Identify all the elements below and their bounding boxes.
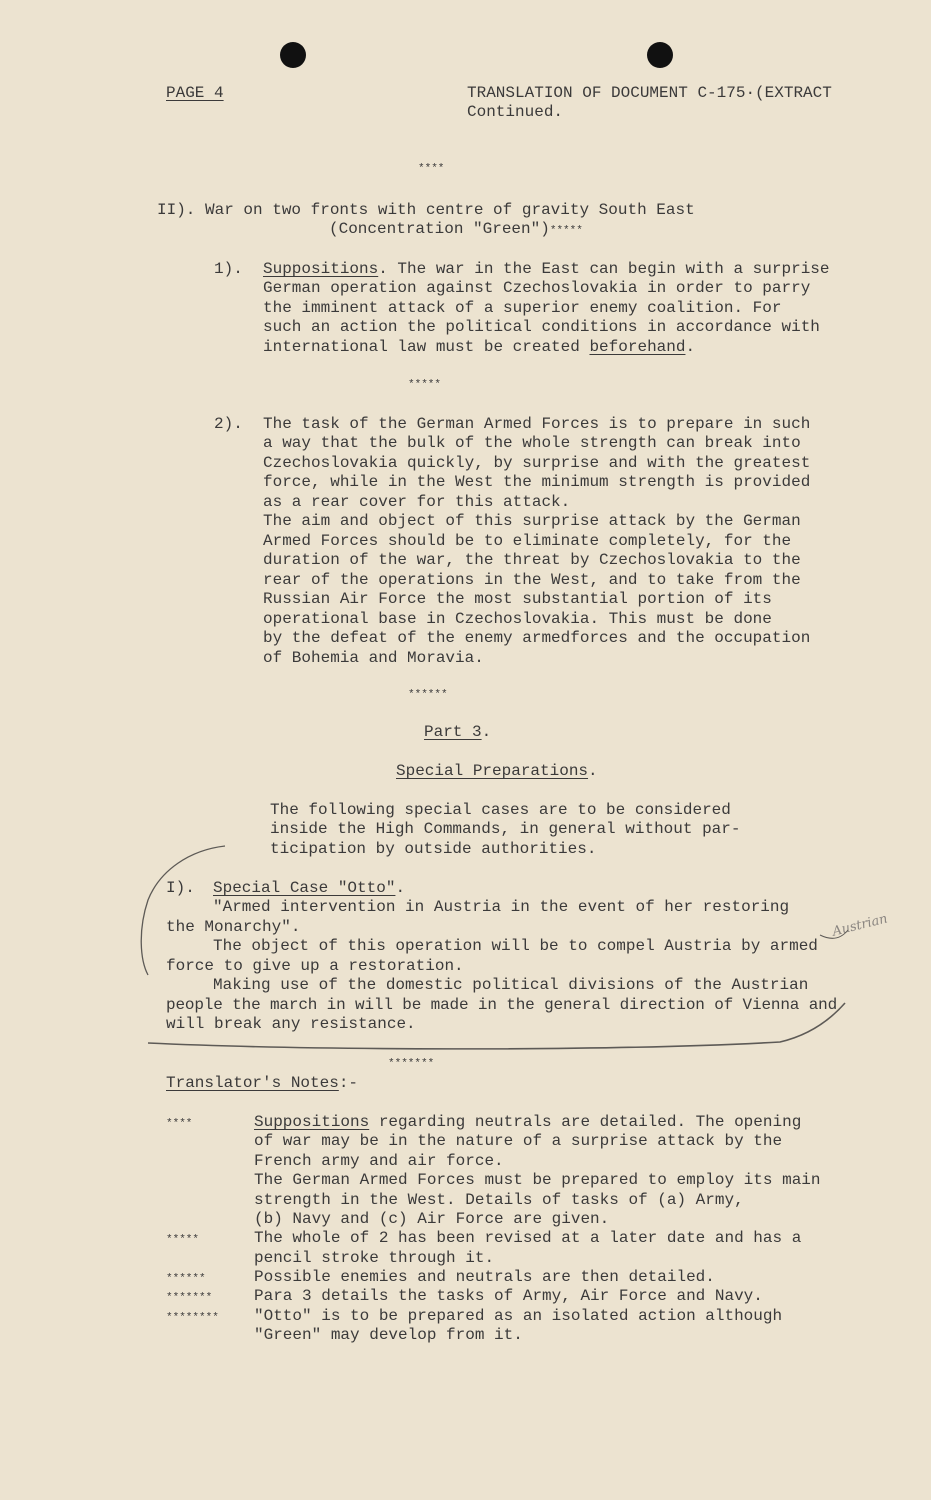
document-title: TRANSLATION OF DOCUMENT C-175·(EXTRACT bbox=[467, 84, 832, 102]
note-3-line-1: Possible enemies and neutrals are then detailed. bbox=[254, 1268, 715, 1286]
note-1-line-1-text: regarding neutrals are detailed. The opening bbox=[369, 1113, 802, 1131]
separator-4: ******* bbox=[388, 1058, 435, 1070]
para2-line-8: duration of the war, the threat by Czechoslovakia to the bbox=[263, 551, 801, 569]
part3-subtitle-text: Special Preparations bbox=[396, 762, 589, 780]
case-otto-line-1: "Armed intervention in Austria in the event of her restoring bbox=[213, 898, 790, 916]
para1-line-5-text: international law must be created bbox=[263, 338, 590, 356]
part3-intro-2: inside the High Commands, in general without par- bbox=[270, 820, 741, 838]
note-5-mark: ******** bbox=[166, 1312, 219, 1324]
part3-intro-3: ticipation by outside authorities. bbox=[270, 840, 597, 858]
note-1-line-6: (b) Navy and (c) Air Force are given. bbox=[254, 1210, 610, 1228]
section-subheading bbox=[329, 220, 583, 242]
para1-label: Suppositions bbox=[263, 260, 379, 278]
case-otto-title bbox=[213, 879, 405, 899]
note-4-mark: ******* bbox=[166, 1292, 213, 1304]
para2-line-2: a way that the bulk of the whole strength can break into bbox=[263, 434, 801, 452]
notes-heading-end: :- bbox=[338, 1074, 359, 1092]
para1-line-1 bbox=[263, 260, 830, 280]
handwritten-margin-note: Austrian bbox=[830, 911, 890, 940]
separator-3: ****** bbox=[408, 689, 448, 701]
separator-2: ***** bbox=[408, 379, 442, 391]
case-otto-line-7: will break any resistance. bbox=[166, 1015, 416, 1033]
para2-line-10: Russian Air Force the most substantial portion of its bbox=[263, 590, 772, 608]
punch-hole-left bbox=[280, 42, 306, 68]
part3-intro-1: The following special cases are to be considered bbox=[270, 801, 731, 819]
para1-line-5 bbox=[263, 338, 695, 358]
notes-heading bbox=[166, 1074, 358, 1094]
para2-line-13: of Bohemia and Moravia. bbox=[263, 649, 484, 667]
note-1-line-3: French army and air force. bbox=[254, 1152, 504, 1170]
para2-line-6: The aim and object of this surprise attack by the German bbox=[263, 512, 801, 530]
para1-emphasis: beforehand bbox=[589, 338, 686, 356]
case-otto-line-4: force to give up a restoration. bbox=[166, 957, 464, 975]
continued-label: Continued. bbox=[467, 103, 564, 121]
note-5-line-2: "Green" may develop from it. bbox=[254, 1326, 523, 1344]
note-1-line-2: of war may be in the nature of a surprise attack by the bbox=[254, 1132, 783, 1150]
para2-line-11: operational base in Czechoslovakia. This must be done bbox=[263, 610, 772, 628]
para1-line-3: the imminent attack of a superior enemy coalition. For bbox=[263, 299, 782, 317]
note-4-line-1: Para 3 details the tasks of Army, Air Force and Navy. bbox=[254, 1287, 763, 1305]
note-3-mark: ****** bbox=[166, 1273, 206, 1285]
case-otto-line-5: Making use of the domestic political divisions of the Austrian bbox=[213, 976, 809, 994]
para2-line-3: Czechoslovakia quickly, by surprise and with the greatest bbox=[263, 454, 811, 472]
para1-number: 1). bbox=[214, 260, 243, 278]
para2-number: 2). bbox=[214, 415, 243, 433]
para1-end: . bbox=[685, 338, 696, 356]
para1-line-4: such an action the political conditions in accordance with bbox=[263, 318, 820, 336]
note-1-line-5: strength in the West. Details of tasks of (a) Army, bbox=[254, 1191, 744, 1209]
part3-subtitle bbox=[396, 762, 598, 782]
subheading-mark: ***** bbox=[549, 225, 583, 237]
section-heading: II). War on two fronts with centre of gravity South East bbox=[157, 201, 695, 219]
case-otto-number: I). bbox=[166, 879, 195, 897]
para2-line-5: as a rear cover for this attack. bbox=[263, 493, 571, 511]
separator-1: **** bbox=[418, 163, 445, 175]
note-1-line-4: The German Armed Forces must be prepared to employ its main bbox=[254, 1171, 821, 1189]
subheading-text: (Concentration "Green") bbox=[329, 220, 550, 238]
para2-line-12: by the defeat of the enemy armedforces and the occupation bbox=[263, 629, 811, 647]
punch-hole-right bbox=[647, 42, 673, 68]
note-5-line-1: "Otto" is to be prepared as an isolated action although bbox=[254, 1307, 783, 1325]
note-1-label: Suppositions bbox=[254, 1113, 370, 1131]
para2-line-9: rear of the operations in the West, and to take from the bbox=[263, 571, 801, 589]
note-2-line-1: The whole of 2 has been revised at a later date and has a bbox=[254, 1229, 802, 1247]
case-otto-title-text: Special Case "Otto" bbox=[213, 879, 396, 897]
para2-line-1: The task of the German Armed Forces is to prepare in such bbox=[263, 415, 811, 433]
para1-line-2: German operation against Czechoslovakia in order to parry bbox=[263, 279, 811, 297]
para2-line-7: Armed Forces should be to eliminate completely, for the bbox=[263, 532, 792, 550]
case-otto-line-2: the Monarchy". bbox=[166, 918, 301, 936]
page-label: PAGE 4 bbox=[166, 84, 224, 102]
notes-heading-text: Translator's Notes bbox=[166, 1074, 339, 1092]
note-2-mark: ***** bbox=[166, 1234, 200, 1246]
case-otto-line-6: people the march in will be made in the general direction of Vienna and bbox=[166, 996, 838, 1014]
note-1-line-1 bbox=[254, 1113, 801, 1133]
part3-title bbox=[424, 723, 491, 743]
case-otto-line-3: The object of this operation will be to compel Austria by armed bbox=[213, 937, 818, 955]
case-otto-title-end: . bbox=[395, 879, 406, 897]
para2-line-4: force, while in the West the minimum strength is provided bbox=[263, 473, 811, 491]
note-2-line-2: pencil stroke through it. bbox=[254, 1249, 495, 1267]
part3-title-text: Part 3 bbox=[424, 723, 482, 741]
para1-line-1-text: . The war in the East can begin with a surprise bbox=[378, 260, 830, 278]
part3-title-end: . bbox=[481, 723, 492, 741]
note-1-mark: **** bbox=[166, 1118, 193, 1130]
part3-subtitle-end: . bbox=[588, 762, 598, 780]
